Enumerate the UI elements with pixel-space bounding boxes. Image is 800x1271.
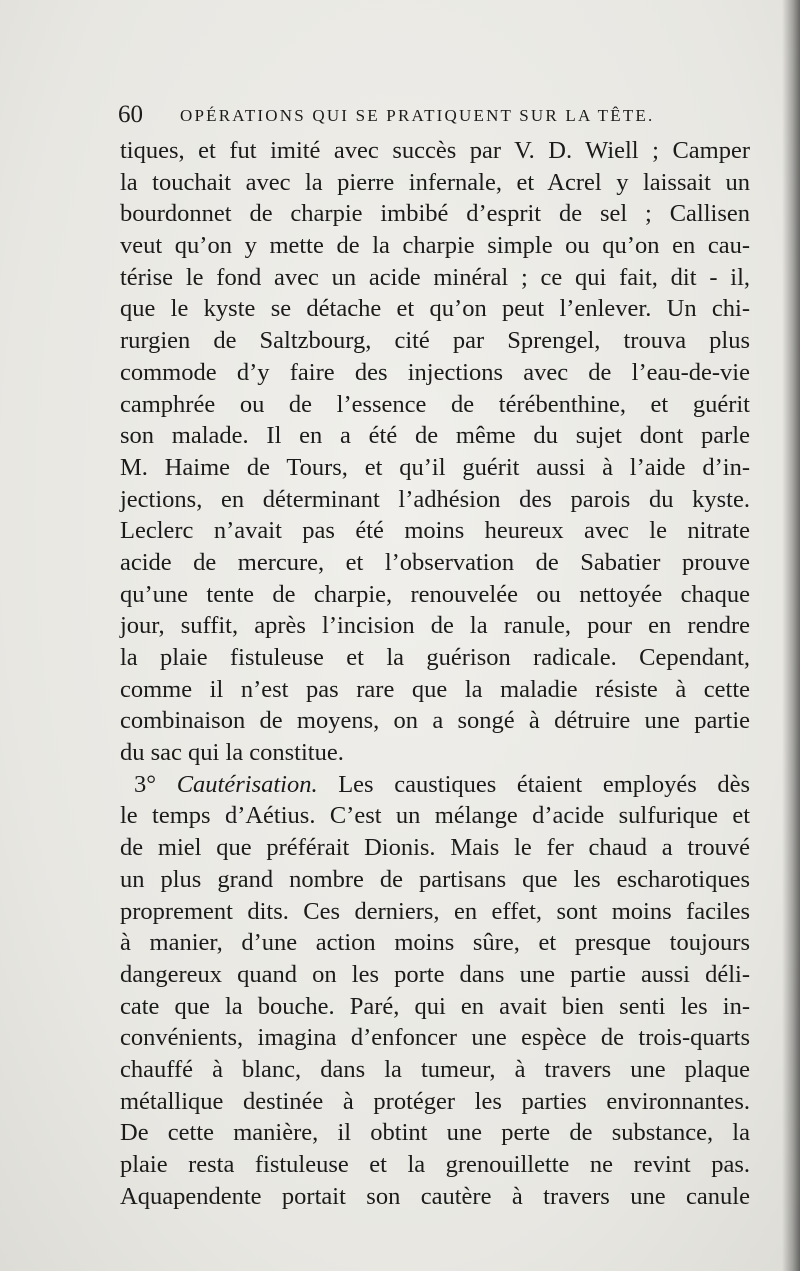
text-line: comme il n’est pas rare que la maladie résiste à cette: [120, 675, 750, 703]
page-edge-shadow: [782, 0, 800, 1271]
text-line: bourdonnet de charpie imbibé d’esprit de sel ; Callisen: [120, 200, 750, 228]
text-line: métallique destinée à protéger les parties environnantes.: [120, 1087, 750, 1115]
text-line: le temps d’Aétius. C’est un mélange d’acide sulfurique et: [120, 802, 750, 830]
section-heading-line: [120, 769, 750, 801]
page-header: [118, 98, 698, 132]
text-line: De cette manière, il obtint une perte de substance, la: [120, 1119, 750, 1147]
section-heading: Cautérisation.: [176, 770, 318, 798]
text-line: commode d’y faire des injections avec de l’eau-de-vie: [120, 358, 750, 386]
text-line: un plus grand nombre de partisans que les escharotiques: [120, 865, 750, 893]
text-line: que le kyste se détache et qu’on peut l’enlever. Un chi-: [120, 295, 750, 323]
text-line: cate que la bouche. Paré, qui en avait bien senti les in-: [120, 992, 750, 1020]
text-line: camphrée ou de l’essence de térébenthine, et guérit: [120, 390, 750, 418]
text-line: plaie resta fistuleuse et la grenouillette ne revint pas.: [120, 1151, 750, 1178]
text-line: de miel que préférait Dionis. Mais le fer chaud a trouvé: [120, 834, 750, 862]
text-line: à manier, d’une action moins sûre, et presque toujours: [120, 929, 750, 957]
text-line: M. Haime de Tours, et qu’il guérit aussi à l’aide d’in-: [120, 453, 750, 481]
text-line: rurgien de Saltzbourg, cité par Sprengel, trouva plus: [120, 327, 750, 355]
text-line: Aquapendente portait son cautère à travers une canule: [120, 1182, 750, 1210]
text-fragment: Les caustiques étaient employés dès: [317, 770, 751, 798]
text-line: acide de mercure, et l’observation de Sabatier prouve: [120, 548, 750, 576]
text-line: dangereux quand on les porte dans une partie aussi déli-: [120, 960, 750, 988]
text-line: la touchait avec la pierre infernale, et Acrel y laissait un: [120, 168, 750, 196]
text-line: térise le fond avec un acide minéral ; ce qui fait, dit - il,: [120, 263, 750, 291]
text-line: convénients, imagina d’enfoncer une espèce de trois-quarts: [120, 1024, 750, 1052]
text-line: chauffé à blanc, dans la tumeur, à travers une plaque: [120, 1055, 750, 1083]
text-line: veut qu’on y mette de la charpie simple ou qu’on en cau-: [120, 232, 750, 260]
page-body: [120, 135, 750, 1212]
text-line: combinaison de moyens, on a songé à détruire une partie: [120, 707, 750, 735]
text-line: Leclerc n’avait pas été moins heureux avec le nitrate: [120, 517, 750, 545]
text-line: qu’une tente de charpie, renouvelée ou nettoyée chaque: [120, 580, 750, 608]
text-line: tiques, et fut imité avec succès par V. D. Wiell ; Camper: [120, 137, 750, 164]
running-head: OPÉRATIONS QUI SE PRATIQUENT SUR LA TÊTE.: [180, 106, 655, 125]
section-number: 3°: [134, 770, 157, 798]
text-line: jections, en déterminant l’adhésion des parois du kyste.: [120, 485, 750, 513]
text-line: du sac qui la constitue.: [120, 739, 344, 767]
text-line: proprement dits. Ces derniers, en effet, sont moins faciles: [120, 897, 750, 925]
page-number: 60: [118, 101, 143, 128]
text-line: son malade. Il en a été de même du sujet dont parle: [120, 422, 750, 450]
text-line: jour, suffit, après l’incision de la ranule, pour en rendre: [120, 612, 750, 640]
text-line: la plaie fistuleuse et la guérison radicale. Cependant,: [120, 644, 750, 671]
